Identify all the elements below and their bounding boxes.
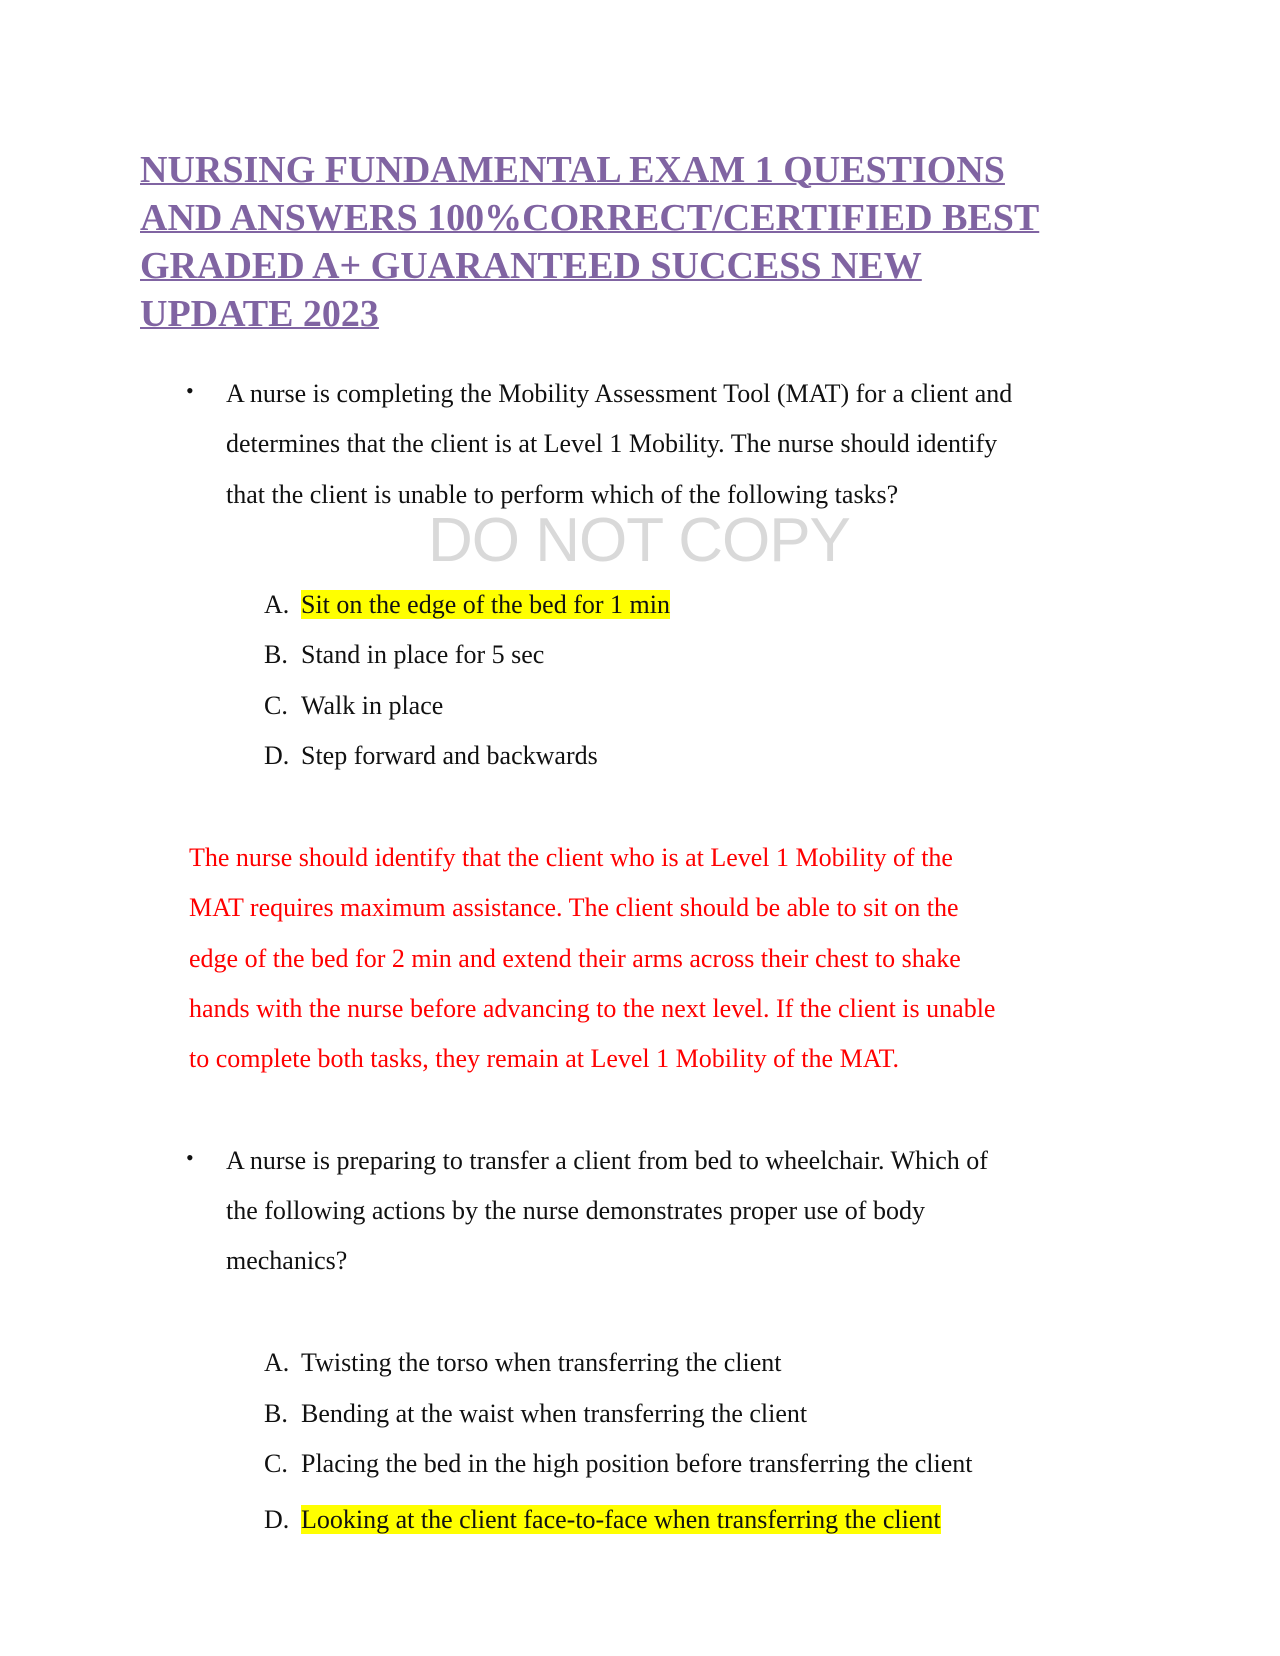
question-1-line: that the client is unable to perform which of the following tasks? (226, 480, 899, 509)
q2-option-a: A. Twisting the torso when transferring the client (264, 1348, 782, 1377)
rationale-line: to complete both tasks, they remain at Level 1 Mobility of the MAT. (189, 1044, 900, 1073)
q2-option-c: C. Placing the bed in the high position before transferring the client (264, 1449, 973, 1478)
bullet-icon: • (186, 378, 194, 403)
q2-option-b: B. Bending at the waist when transferring the client (264, 1399, 808, 1428)
q1-option-a: A. Sit on the edge of the bed for 1 min (264, 590, 670, 619)
title-line: UPDATE 2023 (140, 293, 379, 335)
title-line: NURSING FUNDAMENTAL EXAM 1 QUESTIONS (140, 149, 1005, 191)
q1-option-c: C. Walk in place (264, 691, 444, 720)
title-line: GRADED A+ GUARANTEED SUCCESS NEW (140, 245, 922, 287)
watermark: DO NOT COPY (428, 506, 850, 575)
correct-answer-highlight: Looking at the client face-to-face when transferring the client (301, 1505, 941, 1534)
question-2-line: mechanics? (226, 1246, 348, 1275)
q1-option-b: B. Stand in place for 5 sec (264, 640, 545, 669)
q1-option-d: D. Step forward and backwards (264, 741, 598, 770)
question-1-line: A nurse is completing the Mobility Assessment Tool (MAT) for a client and (226, 379, 1013, 408)
question-2-line: A nurse is preparing to transfer a client from bed to wheelchair. Which of (226, 1146, 988, 1175)
question-2-line: the following actions by the nurse demonstrates proper use of body (226, 1196, 925, 1225)
rationale-line: edge of the bed for 2 min and extend their arms across their chest to shake (189, 944, 961, 973)
bullet-icon: • (186, 1145, 194, 1170)
title-line: AND ANSWERS 100%CORRECT/CERTIFIED BEST (140, 197, 1040, 239)
correct-answer-highlight: Sit on the edge of the bed for 1 min (301, 590, 670, 619)
q2-option-d: D. Looking at the client face-to-face when transferring the client (264, 1505, 941, 1534)
rationale-line: The nurse should identify that the client who is at Level 1 Mobility of the (189, 843, 953, 872)
rationale-line: hands with the nurse before advancing to the next level. If the client is unable (189, 994, 996, 1023)
question-1-line: determines that the client is at Level 1 Mobility. The nurse should identify (226, 429, 998, 458)
rationale-line: MAT requires maximum assistance. The client should be able to sit on the (189, 893, 959, 922)
document-title (140, 146, 1160, 338)
